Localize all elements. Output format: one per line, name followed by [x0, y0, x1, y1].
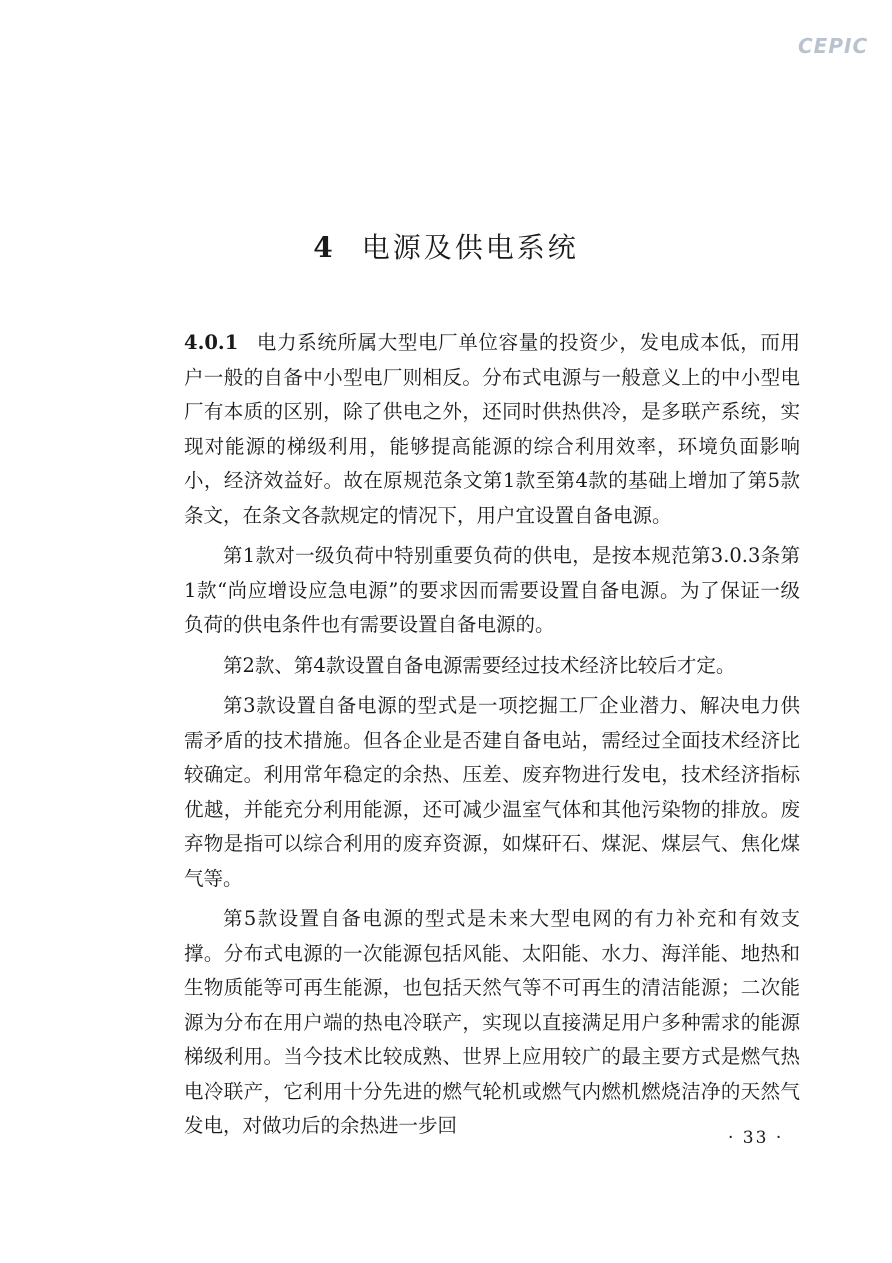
chapter-title: 电源及供电系统 — [361, 231, 579, 264]
document-body — [184, 326, 800, 1150]
paragraph-item-1: 第1款对一级负荷中特别重要负荷的供电，是按本规范第3.0.3条第1款“尚应增设应急电源”的要求因而需要设置自备电源。为了保证一级负荷的供电条件也有需要设置自备电源的。 — [184, 544, 800, 636]
chapter-number: 4 — [313, 231, 336, 264]
page-number: · 33 · — [728, 1128, 784, 1148]
clause-text: 电力系统所属大型电厂单位容量的投资少，发电成本低，而用户一般的自备中小型电厂则相反。分布式电源与一般意义上的中小型电厂有本质的区别，除了供电之外，还同时供热供冷，是多联产系统，实现对能源的梯级利用，能够提高能源的综合利用效率，环境负面影响小，经济效益好。故在原规范条文第1款至第4款的基础上增加了第5款条文，在条文各款规定的情况下，用户宜设置自备电源。 — [184, 331, 800, 527]
clause-number: 4.0.1 — [184, 331, 239, 354]
paragraph-item-5: 第5款设置自备电源的型式是未来大型电网的有力补充和有效支撑。分布式电源的一次能源包括风能、太阳能、水力、海洋能、地热和生物质能等可再生能源，也包括天然气等不可再生的清洁能源；二次能源为分布在用户端的热电冷联产，实现以直接满足用户多种需求的能源梯级利用。当今技术比较成熟、世界上应用较广的最主要方式是燃气热电冷联产，它利用十分先进的燃气轮机或燃气内燃机燃烧洁净的天然气发电，对做功后的余热进一步回 — [184, 907, 800, 1137]
clause-paragraph — [184, 326, 800, 533]
chapter-heading — [0, 226, 892, 266]
paragraph-item-3: 第3款设置自备电源的型式是一项挖掘工厂企业潜力、解决电力供需矛盾的技术措施。但各企业是否建自备电站，需经过全面技术经济比较确定。利用常年稳定的余热、压差、废弃物进行发电，技术经济指标优越，并能充分利用能源，还可减少温室气体和其他污染物的排放。废弃物是指可以综合利用的废弃资源，如煤矸石、煤泥、煤层气、焦化煤气等。 — [184, 694, 800, 890]
paragraph-item-2: 第2款、第4款设置自备电源需要经过技术经济比较后才定。 — [223, 653, 736, 677]
cepic-logo: CEPIC — [798, 34, 869, 58]
